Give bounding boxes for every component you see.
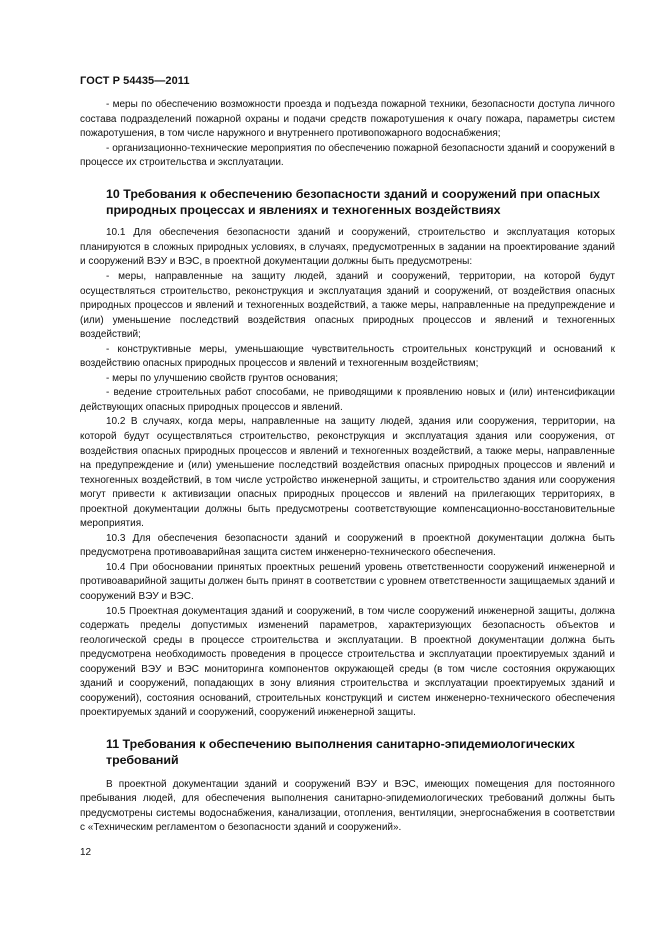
intro-paragraph: - меры по обеспечению возможности проезда и подъезда пожарной техники, безопасности доступа личного состава подразделений пожарной охраны и подачи средств пожаротушения к очагу пожара, параметры систем пожаротушения, в том числе наружного и внутреннего противопожарного водоснабжения; bbox=[80, 99, 615, 140]
section-10-paragraph: 10.2 В случаях, когда меры, направленные на защиту людей, здания или сооружения, территории, на которой будут осуществляться строительство, реконструкция и эксплуатация здания или сооружения, от воздействия опасных природных процессов и явлений и техногенных воздействий, а также меры, направленные на предупреждение и (или) уменьшение последствий воздействия опасных природных процессов и явлений и техногенных воздействий, в том числе устройство инженерной защиты, и строительство здания или сооружения могут привести к активизации опасных природных процессов и явлений на прилегающих территориях, в проектной документации должны быть предусмотрены соответствующие компенсационно-восстановительные мероприятия. bbox=[80, 416, 615, 530]
section-10-heading: 10 Требования к обеспечению безопасности зданий и сооружений при опасных природных процессах и явлениях и техногенных воздействиях bbox=[106, 186, 601, 218]
section-10-paragraph: - конструктивные меры, уменьшающие чувствительность строительных конструкций и оснований к воздействию опасных природных процессов и явлений и техногенным воздействиям; bbox=[80, 343, 615, 370]
document-header: ГОСТ Р 54435—2011 bbox=[80, 75, 190, 87]
section-10-paragraph: 10.1 Для обеспечения безопасности зданий и сооружений, строительство и эксплуатация которых планируются в сложных природных условиях, в случаях, предусмотренных в задании на проектирование зданий и сооружений ВЭУ и ВЭС, в проектной документации должны быть предусмотрены: bbox=[80, 227, 615, 268]
page-number: 12 bbox=[80, 847, 92, 858]
intro-paragraph: - организационно-технические мероприятия по обеспечению пожарной безопасности зданий и сооружений в процессе их строительства и эксплуатации. bbox=[80, 142, 615, 169]
section-10-paragraph: - меры по улучшению свойств грунтов основания; bbox=[106, 372, 339, 384]
section-10-paragraph: 10.4 При обосновании принятых проектных решений уровень ответственности сооружений инженерной и противоаварийной защиты должен быть принят в соответствии с уровнем ответственности защищаемых зданий и сооружений ВЭУ и ВЭС. bbox=[80, 561, 615, 602]
section-10-paragraph: - ведение строительных работ способами, не приводящими к проявлению новых и (или) интенсификации действующих опасных природных процессов и явлений. bbox=[80, 387, 615, 413]
section-10-paragraph: 10.3 Для обеспечения безопасности зданий и сооружений в проектной документации должна быть предусмотрена противоаварийная защита систем инженерно-технического обеспечения. bbox=[80, 532, 615, 559]
section-10-paragraph: 10.5 Проектная документация зданий и сооружений, в том числе сооружений инженерной защиты, должна содержать пределы допустимых изменений параметров, характеризующих безопасность объектов и геологической среды в процессе строительства и эксплуатации. В проектной документации должна быть предусмотрена необходимость проведения в процессе строительства и эксплуатации проектируемых зданий и сооружений ВЭУ и ВЭС мониторинга компонентов окружающей среды (в том числе состояния окружающих зданий и сооружений, попадающих в зону влияния строительства и эксплуатации проектируемых зданий и сооружений), состояния оснований, строительных конструкций и систем инженерно-технического обеспечения проектируемых зданий и сооружений, сооружений инженерной защиты. bbox=[80, 605, 615, 719]
document-body bbox=[80, 98, 615, 836]
section-10-paragraph: - меры, направленные на защиту людей, зданий и сооружений, территории, на которой будут осуществляться строительство, реконструкция и эксплуатация зданий и сооружений, от воздействия опасных природных процессов и явлений и техногенных воздействий, а также меры, направленные на предупреждение и (или) уменьшение последствий воздействия опасных природных процессов и явлений и техногенных воздействий; bbox=[80, 270, 615, 341]
section-11-paragraph: В проектной документации зданий и сооружений ВЭУ и ВЭС, имеющих помещения для постоянного пребывания людей, для обеспечения выполнения санитарно-эпидемиологических требований должны быть предусмотрены системы водоснабжения, канализации, отопления, вентиляции, энергоснабжения в соответствии с «Техническим регламентом о безопасности зданий и сооружений». bbox=[80, 778, 615, 834]
section-11-heading: 11 Требования к обеспечению выполнения санитарно-эпидемиологических требований bbox=[106, 736, 575, 768]
